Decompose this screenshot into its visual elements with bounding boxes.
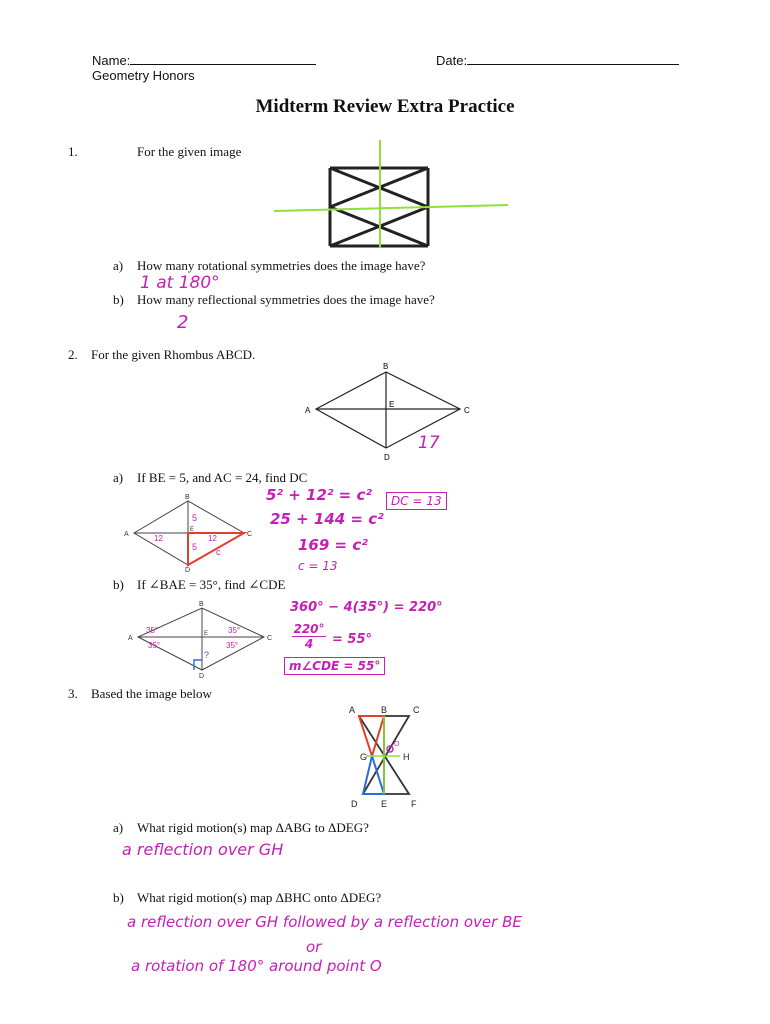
angle-label-3: 35° — [228, 626, 241, 635]
point-g-label: G — [360, 752, 368, 762]
vertex-c-label: C — [464, 406, 470, 415]
q2a-work-line-1: 5² + 12² = c² — [266, 486, 372, 504]
be-length-label: 5 — [192, 513, 198, 523]
q1b-answer: 2 — [177, 312, 189, 333]
q1b-letter: b) — [113, 292, 124, 307]
fraction-denominator: 4 — [304, 637, 314, 651]
vertex-d-label: D — [199, 673, 205, 680]
angle-label-2: 35° — [148, 641, 161, 650]
q2b-question: If ∠BAE = 35°, find ∠CDE — [137, 577, 286, 592]
name-label: Name: — [92, 53, 131, 68]
q2a-work-line-4: c = 13 — [298, 559, 338, 573]
q1a-letter: a) — [113, 258, 124, 273]
q3-number: 3. — [68, 686, 78, 701]
vertex-c-label: C — [247, 531, 253, 538]
q3a-letter: a) — [113, 820, 124, 835]
q2-number: 2. — [68, 347, 78, 362]
name-field[interactable] — [92, 50, 316, 68]
ed-length-label: 5 — [192, 542, 198, 552]
q1b-question: How many reflectional symmetries does the image have? — [137, 292, 435, 307]
vertex-a-label: A — [305, 406, 311, 415]
q3b-answer-or: or — [306, 938, 322, 956]
point-h-label: H — [403, 752, 410, 762]
q1a-question: How many rotational symmetries does the image have? — [137, 258, 426, 273]
q2-prompt: For the given Rhombus ABCD. — [91, 347, 256, 362]
vertex-e-label: E — [190, 527, 195, 533]
q2a-letter: a) — [113, 470, 124, 485]
vertex-d-label: D — [351, 799, 358, 809]
q3-triangles-figure — [338, 700, 438, 812]
fraction-numerator: 220° — [293, 622, 325, 636]
vertex-c-label: C — [413, 705, 420, 715]
vertex-e-label: E — [381, 799, 388, 809]
vertex-c-label: C — [267, 635, 273, 642]
q3b-letter: b) — [113, 890, 124, 905]
vertex-b-label: B — [381, 705, 388, 715]
q2a-question: If BE = 5, and AC = 24, find DC — [137, 470, 308, 485]
side-length-note: 17 — [418, 433, 440, 453]
q3b-answer-line-2: a rotation of 180° around point O — [131, 957, 382, 975]
horizontal-symmetry-line — [274, 205, 508, 211]
vertex-d-label: D — [185, 567, 191, 573]
unknown-angle-label: ? — [204, 650, 210, 660]
q3-prompt: Based the image below — [91, 686, 212, 701]
q3a-question: What rigid motion(s) map ΔABG to ΔDEG? — [137, 820, 369, 835]
q1-number: 1. — [68, 144, 78, 159]
q2b-work-fraction — [292, 622, 326, 651]
q2a-work-line-2: 25 + 144 = c² — [270, 510, 384, 528]
vertex-b-label: B — [199, 601, 204, 608]
q2a-work-line-3: 169 = c² — [298, 536, 368, 554]
q2b-work-line-1: 360° − 4(35°) = 220° — [290, 600, 443, 615]
vertex-e-label: E — [204, 631, 209, 637]
q2a-rhombus-figure — [120, 493, 260, 573]
course-name: Geometry Honors — [92, 68, 195, 83]
vertex-e-label: E — [389, 400, 395, 409]
q2a-final-answer: DC = 13 — [386, 492, 447, 510]
ec-length-label: 12 — [208, 534, 217, 543]
vertex-b-label: B — [185, 494, 190, 501]
vertex-d-label: D — [384, 453, 390, 462]
dc-length-label: c — [216, 547, 221, 557]
q2b-rhombus-figure — [124, 600, 274, 680]
date-label: Date: — [436, 53, 468, 68]
angle-label-1: 35° — [146, 626, 159, 635]
q2-rhombus-figure — [300, 360, 480, 465]
date-field[interactable] — [436, 50, 679, 68]
q2b-final-answer: m∠CDE = 55° — [284, 657, 385, 675]
q1-prompt: For the given image — [137, 144, 242, 159]
q2b-letter: b) — [113, 577, 124, 592]
ae-length-label: 12 — [154, 534, 163, 543]
q3a-answer: a reflection over GH — [122, 840, 284, 859]
vertex-f-label: F — [411, 799, 417, 809]
date-blank[interactable] — [467, 50, 679, 65]
point-o-label: O — [394, 741, 400, 748]
vertex-a-label: A — [349, 705, 356, 715]
name-blank[interactable] — [130, 50, 316, 65]
q3b-question: What rigid motion(s) map ΔBHC onto ΔDEG? — [137, 890, 382, 905]
vertex-a-label: A — [124, 531, 129, 538]
q1a-answer: 1 at 180° — [140, 273, 220, 293]
page-title: Midterm Review Extra Practice — [255, 96, 515, 117]
q3b-answer-line-1: a reflection over GH followed by a reflection over BE — [127, 913, 522, 931]
vertex-a-label: A — [128, 635, 133, 642]
angle-label-4: 35° — [226, 641, 239, 650]
vertex-b-label: B — [383, 362, 389, 371]
q1-bowtie-figure — [270, 138, 510, 250]
q2b-work-result: = 55° — [332, 632, 373, 647]
